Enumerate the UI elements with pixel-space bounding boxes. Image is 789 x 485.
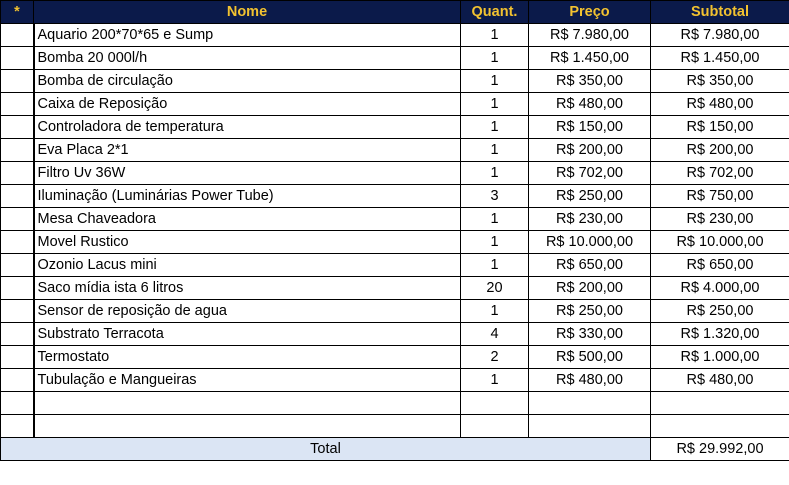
item-name-cell[interactable]: Iluminação (Luminárias Power Tube) [34, 185, 461, 208]
item-name-cell[interactable]: Bomba 20 000l/h [34, 47, 461, 70]
empty-cell[interactable] [34, 415, 461, 438]
table-row [1, 162, 789, 185]
empty-cell[interactable] [651, 392, 789, 415]
table-row [1, 185, 789, 208]
total-value[interactable]: R$ 29.992,00 [651, 438, 789, 461]
item-price-cell[interactable]: R$ 7.980,00 [529, 24, 651, 47]
item-subtotal-cell[interactable]: R$ 480,00 [651, 369, 789, 392]
row-marker-cell[interactable] [1, 24, 34, 47]
item-price-cell[interactable]: R$ 330,00 [529, 323, 651, 346]
item-qty-cell[interactable]: 1 [461, 208, 529, 231]
table-row [1, 277, 789, 300]
item-price-cell[interactable]: R$ 650,00 [529, 254, 651, 277]
table-row [1, 346, 789, 369]
empty-cell[interactable] [461, 415, 529, 438]
item-subtotal-cell[interactable]: R$ 350,00 [651, 70, 789, 93]
row-marker-cell[interactable] [1, 392, 34, 415]
empty-row [1, 415, 789, 438]
item-qty-cell[interactable]: 4 [461, 323, 529, 346]
item-qty-cell[interactable]: 1 [461, 162, 529, 185]
item-qty-cell[interactable]: 1 [461, 300, 529, 323]
item-subtotal-cell[interactable]: R$ 250,00 [651, 300, 789, 323]
table-row [1, 254, 789, 277]
item-qty-cell[interactable]: 1 [461, 116, 529, 139]
item-subtotal-cell[interactable]: R$ 750,00 [651, 185, 789, 208]
item-price-cell[interactable]: R$ 200,00 [529, 277, 651, 300]
total-label[interactable]: Total [1, 438, 651, 461]
item-price-cell[interactable]: R$ 250,00 [529, 300, 651, 323]
item-name-cell[interactable]: Controladora de temperatura [34, 116, 461, 139]
empty-cell[interactable] [461, 392, 529, 415]
item-price-cell[interactable]: R$ 350,00 [529, 70, 651, 93]
row-marker-cell[interactable] [1, 254, 34, 277]
header-subtotal[interactable]: Subtotal [651, 1, 789, 24]
empty-row [1, 392, 789, 415]
item-qty-cell[interactable]: 1 [461, 70, 529, 93]
header-qty[interactable]: Quant. [461, 1, 529, 24]
empty-cell[interactable] [529, 392, 651, 415]
item-subtotal-cell[interactable]: R$ 200,00 [651, 139, 789, 162]
item-price-cell[interactable]: R$ 230,00 [529, 208, 651, 231]
item-qty-cell[interactable]: 3 [461, 185, 529, 208]
item-qty-cell[interactable]: 1 [461, 369, 529, 392]
item-name-cell[interactable]: Tubulação e Mangueiras [34, 369, 461, 392]
table-row [1, 24, 789, 47]
table-row [1, 300, 789, 323]
item-name-cell[interactable]: Sensor de reposição de agua [34, 300, 461, 323]
table-row [1, 231, 789, 254]
item-subtotal-cell[interactable]: R$ 650,00 [651, 254, 789, 277]
item-name-cell[interactable]: Termostato [34, 346, 461, 369]
item-price-cell[interactable]: R$ 480,00 [529, 93, 651, 116]
row-marker-cell[interactable] [1, 162, 34, 185]
table-row [1, 139, 789, 162]
row-marker-cell[interactable] [1, 116, 34, 139]
item-subtotal-cell[interactable]: R$ 1.450,00 [651, 47, 789, 70]
table-row [1, 47, 789, 70]
item-price-cell[interactable]: R$ 250,00 [529, 185, 651, 208]
item-name-cell[interactable]: Filtro Uv 36W [34, 162, 461, 185]
item-qty-cell[interactable]: 1 [461, 24, 529, 47]
item-name-cell[interactable]: Caixa de Reposição [34, 93, 461, 116]
item-price-cell[interactable]: R$ 702,00 [529, 162, 651, 185]
item-subtotal-cell[interactable]: R$ 702,00 [651, 162, 789, 185]
table-row [1, 116, 789, 139]
row-marker-cell[interactable] [1, 70, 34, 93]
item-qty-cell[interactable]: 1 [461, 231, 529, 254]
row-marker-cell[interactable] [1, 93, 34, 116]
item-name-cell[interactable]: Mesa Chaveadora [34, 208, 461, 231]
item-price-cell[interactable]: R$ 500,00 [529, 346, 651, 369]
item-name-cell[interactable]: Bomba de circulação [34, 70, 461, 93]
item-qty-cell[interactable]: 2 [461, 346, 529, 369]
table-row [1, 369, 789, 392]
table-row [1, 208, 789, 231]
row-marker-cell[interactable] [1, 300, 34, 323]
row-marker-cell[interactable] [1, 277, 34, 300]
item-name-cell[interactable]: Eva Placa 2*1 [34, 139, 461, 162]
row-marker-cell[interactable] [1, 369, 34, 392]
item-price-cell[interactable]: R$ 480,00 [529, 369, 651, 392]
empty-cell[interactable] [529, 415, 651, 438]
item-name-cell[interactable]: Substrato Terracota [34, 323, 461, 346]
item-qty-cell[interactable]: 1 [461, 139, 529, 162]
row-marker-cell[interactable] [1, 346, 34, 369]
header-row [1, 1, 789, 24]
row-marker-cell[interactable] [1, 47, 34, 70]
item-subtotal-cell[interactable]: R$ 4.000,00 [651, 277, 789, 300]
row-marker-cell[interactable] [1, 415, 34, 438]
item-qty-cell[interactable]: 20 [461, 277, 529, 300]
header-price[interactable]: Preço [529, 1, 651, 24]
item-qty-cell[interactable]: 1 [461, 254, 529, 277]
item-name-cell[interactable]: Saco mídia ista 6 litros [34, 277, 461, 300]
header-name[interactable]: Nome [34, 1, 461, 24]
item-price-cell[interactable]: R$ 200,00 [529, 139, 651, 162]
item-subtotal-cell[interactable]: R$ 7.980,00 [651, 24, 789, 47]
row-marker-cell[interactable] [1, 139, 34, 162]
item-price-cell[interactable]: R$ 10.000,00 [529, 231, 651, 254]
item-subtotal-cell[interactable]: R$ 10.000,00 [651, 231, 789, 254]
header-star[interactable]: * [1, 1, 34, 24]
item-qty-cell[interactable]: 1 [461, 47, 529, 70]
row-marker-cell[interactable] [1, 208, 34, 231]
row-marker-cell[interactable] [1, 323, 34, 346]
item-subtotal-cell[interactable]: R$ 150,00 [651, 116, 789, 139]
table-row [1, 70, 789, 93]
item-subtotal-cell[interactable]: R$ 480,00 [651, 93, 789, 116]
table-row [1, 323, 789, 346]
item-name-cell[interactable]: Aquario 200*70*65 e Sump [34, 24, 461, 47]
row-marker-cell[interactable] [1, 185, 34, 208]
table-row [1, 93, 789, 116]
item-name-cell[interactable]: Ozonio Lacus mini [34, 254, 461, 277]
empty-cell[interactable] [34, 392, 461, 415]
item-price-cell[interactable]: R$ 150,00 [529, 116, 651, 139]
row-marker-cell[interactable] [1, 231, 34, 254]
item-subtotal-cell[interactable]: R$ 230,00 [651, 208, 789, 231]
item-subtotal-cell[interactable]: R$ 1.000,00 [651, 346, 789, 369]
item-price-cell[interactable]: R$ 1.450,00 [529, 47, 651, 70]
item-qty-cell[interactable]: 1 [461, 93, 529, 116]
item-name-cell[interactable]: Movel Rustico [34, 231, 461, 254]
empty-cell[interactable] [651, 415, 789, 438]
item-subtotal-cell[interactable]: R$ 1.320,00 [651, 323, 789, 346]
total-row [1, 438, 789, 461]
